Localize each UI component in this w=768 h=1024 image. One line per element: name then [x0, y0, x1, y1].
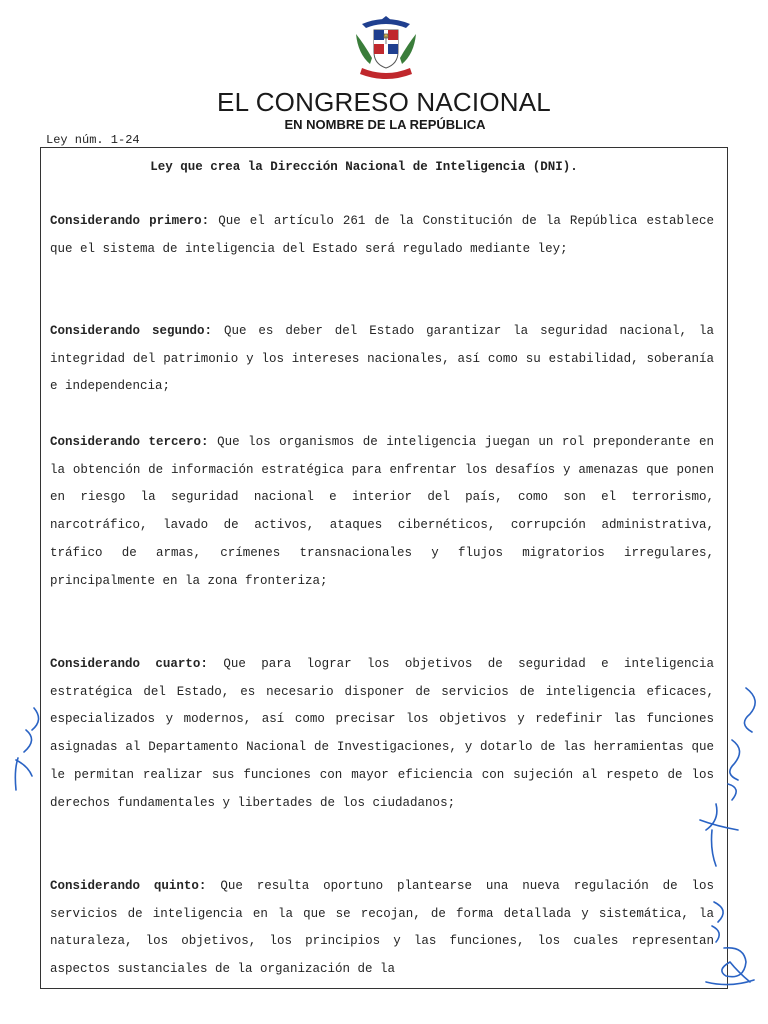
considerando-paragraph	[50, 873, 714, 984]
paragraph-label: Considerando quinto:	[50, 879, 207, 893]
paragraph-text: Que los organismos de inteligencia juegan un rol preponderante en la obtención de información estratégica para enfrentar los desafíos y amenazas que ponen en riesgo la seguridad nacional e interior del país, como son el terrorismo, narcotráfico, lavado de activos, ataques cibernéticos, corrupción administrativa, tráfico de armas, crímenes transnacionales y flujos migratorios irregulares, principalmente en la zona fronteriza;	[50, 435, 714, 588]
considerando-paragraph	[50, 651, 714, 817]
handwritten-mark-bottom-right	[694, 892, 764, 992]
considerando-paragraph	[50, 429, 714, 595]
document-title: Ley que crea la Dirección Nacional de Inteligencia (DNI).	[150, 160, 578, 174]
institution-heading: EL CONGRESO NACIONAL	[217, 87, 551, 117]
coat-of-arms-icon	[340, 14, 432, 84]
handwritten-signature-right	[676, 680, 766, 870]
law-number: Ley núm. 1-24	[46, 133, 140, 147]
paragraph-text: Que el artículo 261 de la Constitución de la República establece que el sistema de inteligencia del Estado será regulado mediante ley;	[50, 214, 714, 256]
paragraph-text: Que resulta oportuno plantearse una nueva regulación de los servicios de inteligencia en la que se recojan, de forma detallada y sistemática, la naturaleza, los objetivos, los principios y las funciones, los cuales representan aspectos sustanciales de la organización de la	[50, 879, 714, 977]
paragraph-label: Considerando cuarto:	[50, 657, 208, 671]
paragraph-text: Que es deber del Estado garantizar la seguridad nacional, la integridad del patrimonio y los intereses nacionales, así como su estabilidad, soberanía e independencia;	[50, 324, 714, 394]
considerando-paragraph	[50, 208, 714, 263]
considerando-paragraph	[50, 318, 714, 401]
paragraph-label: Considerando segundo:	[50, 324, 212, 338]
paragraph-text: Que para lograr los objetivos de seguridad e inteligencia estratégica del Estado, es necesario disponer de servicios de inteligencia eficaces, especializados y modernos, así como precisar los objetivos y redefinir las funciones asignadas al Departamento Nacional de Investigaciones, y dotarlo de las herramientas que le permitan realizar sus funciones con mayor eficiencia con sujeción al respeto de los derechos fundamentales y libertades de los ciudadanos;	[50, 657, 714, 810]
paragraph-label: Considerando primero:	[50, 214, 210, 228]
paragraph-label: Considerando tercero:	[50, 435, 209, 449]
institution-subheading: EN NOMBRE DE LA REPÚBLICA	[284, 117, 486, 132]
handwritten-initials-left	[4, 700, 54, 800]
